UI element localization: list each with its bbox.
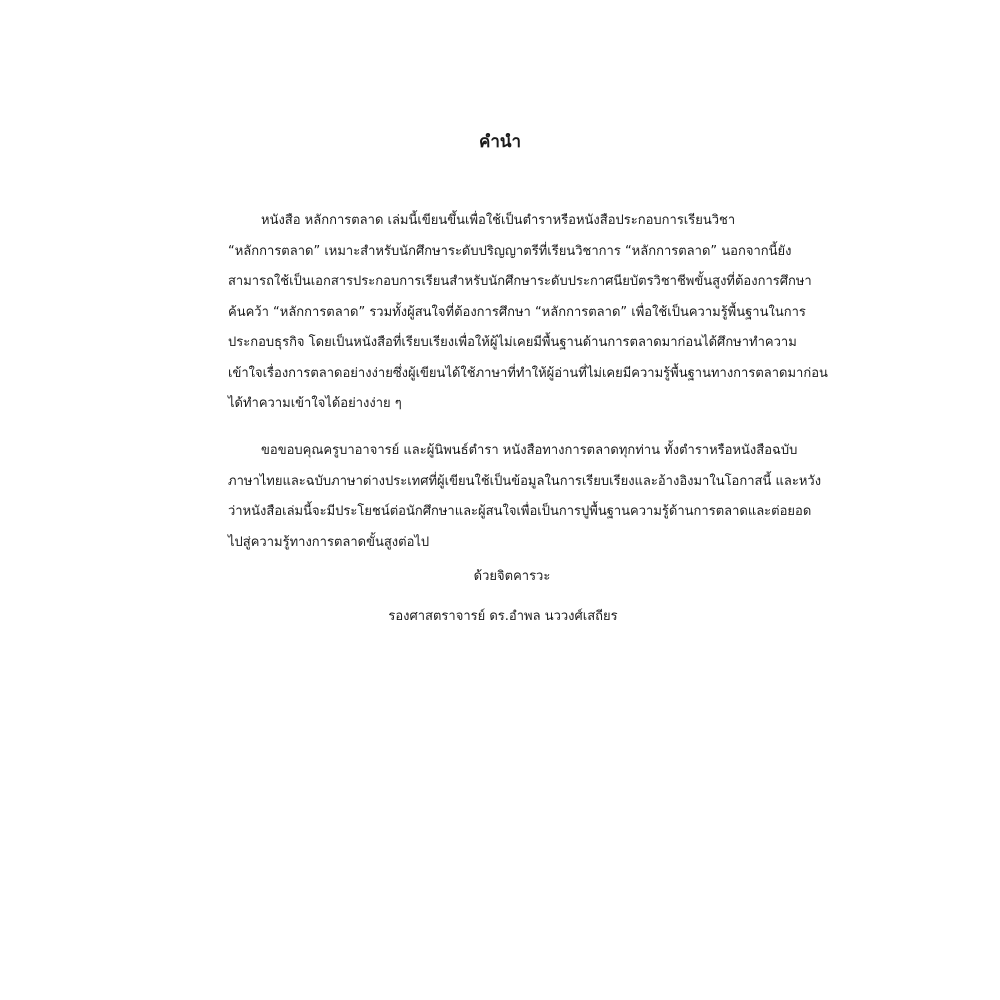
text-line: ไปสู่ความรู้ทางการตลาดขั้นสูงต่อไป	[228, 534, 430, 550]
text-line: สามารถใช้เป็นเอกสารประกอบการเรียนสำหรับนักศึกษาระดับประกาศนียบัตรวิชาชีพขั้นสูงที่ต้องการศึกษา	[228, 274, 812, 289]
text-line: เข้าใจเรื่องการตลาดอย่างง่ายซึ่งผู้เขียนได้ใช้ภาษาที่ทำให้ผู้อ่านที่ไม่เคยมีความรู้พื้นฐานทางการตลาดมาก่อน	[228, 365, 828, 381]
text-line: ว่าหนังสือเล่มนี้จะมีประโยชน์ต่อนักศึกษาและผู้สนใจเพื่อเป็นการปูพื้นฐานความรู้ด้านการตลาดและต่อยอด	[228, 504, 812, 519]
closing-block	[0, 562, 1000, 632]
text-line: ขอขอบคุณครูบาอาจารย์ และผู้นิพนธ์ตำรา หนังสือทางการตลาดทุกท่าน ทั้งตำราหรือหนังสือฉบับ	[261, 443, 798, 458]
text-line: ประกอบธุรกิจ โดยเป็นหนังสือที่เรียบเรียงเพื่อให้ผู้ไม่เคยมีพื้นฐานด้านการตลาดมาก่อนได้ศึกษาทำความ	[228, 335, 797, 350]
author-signature: รองศาสตราจารย์ ดร.อำพล นววงศ์เสถียร	[388, 609, 618, 624]
text-line: หนังสือ หลักการตลาด เล่มนี้เขียนขึ้นเพื่อใช้เป็นตำราหรือหนังสือประกอบการเรียนวิชา	[261, 213, 736, 228]
text-line: ภาษาไทยและฉบับภาษาต่างประเทศที่ผู้เขียนใช้เป็นข้อมูลในการเรียบเรียงและอ้างอิงมาในโอกาสนี้ และหวัง	[228, 473, 822, 489]
preface-paragraph-2	[228, 436, 822, 558]
preface-paragraph-1	[228, 206, 828, 420]
salutation: ด้วยจิตคารวะ	[473, 569, 551, 584]
text-line: ได้ทำความเข้าใจได้อย่างง่าย ๆ	[228, 396, 402, 411]
text-line: “หลักการตลาด” เหมาะสำหรับนักศึกษาระดับปริญญาตรีที่เรียนวิชาการ “หลักการตลาด” นอกจากนี้ยัง	[228, 243, 792, 259]
page-title: คำนำ	[478, 132, 522, 152]
text-line: ค้นคว้า “หลักการตลาด” รวมทั้งผู้สนใจที่ต้องการศึกษา “หลักการตลาด” เพื่อใช้เป็นความรู้พื้นฐานในการ	[228, 304, 806, 320]
